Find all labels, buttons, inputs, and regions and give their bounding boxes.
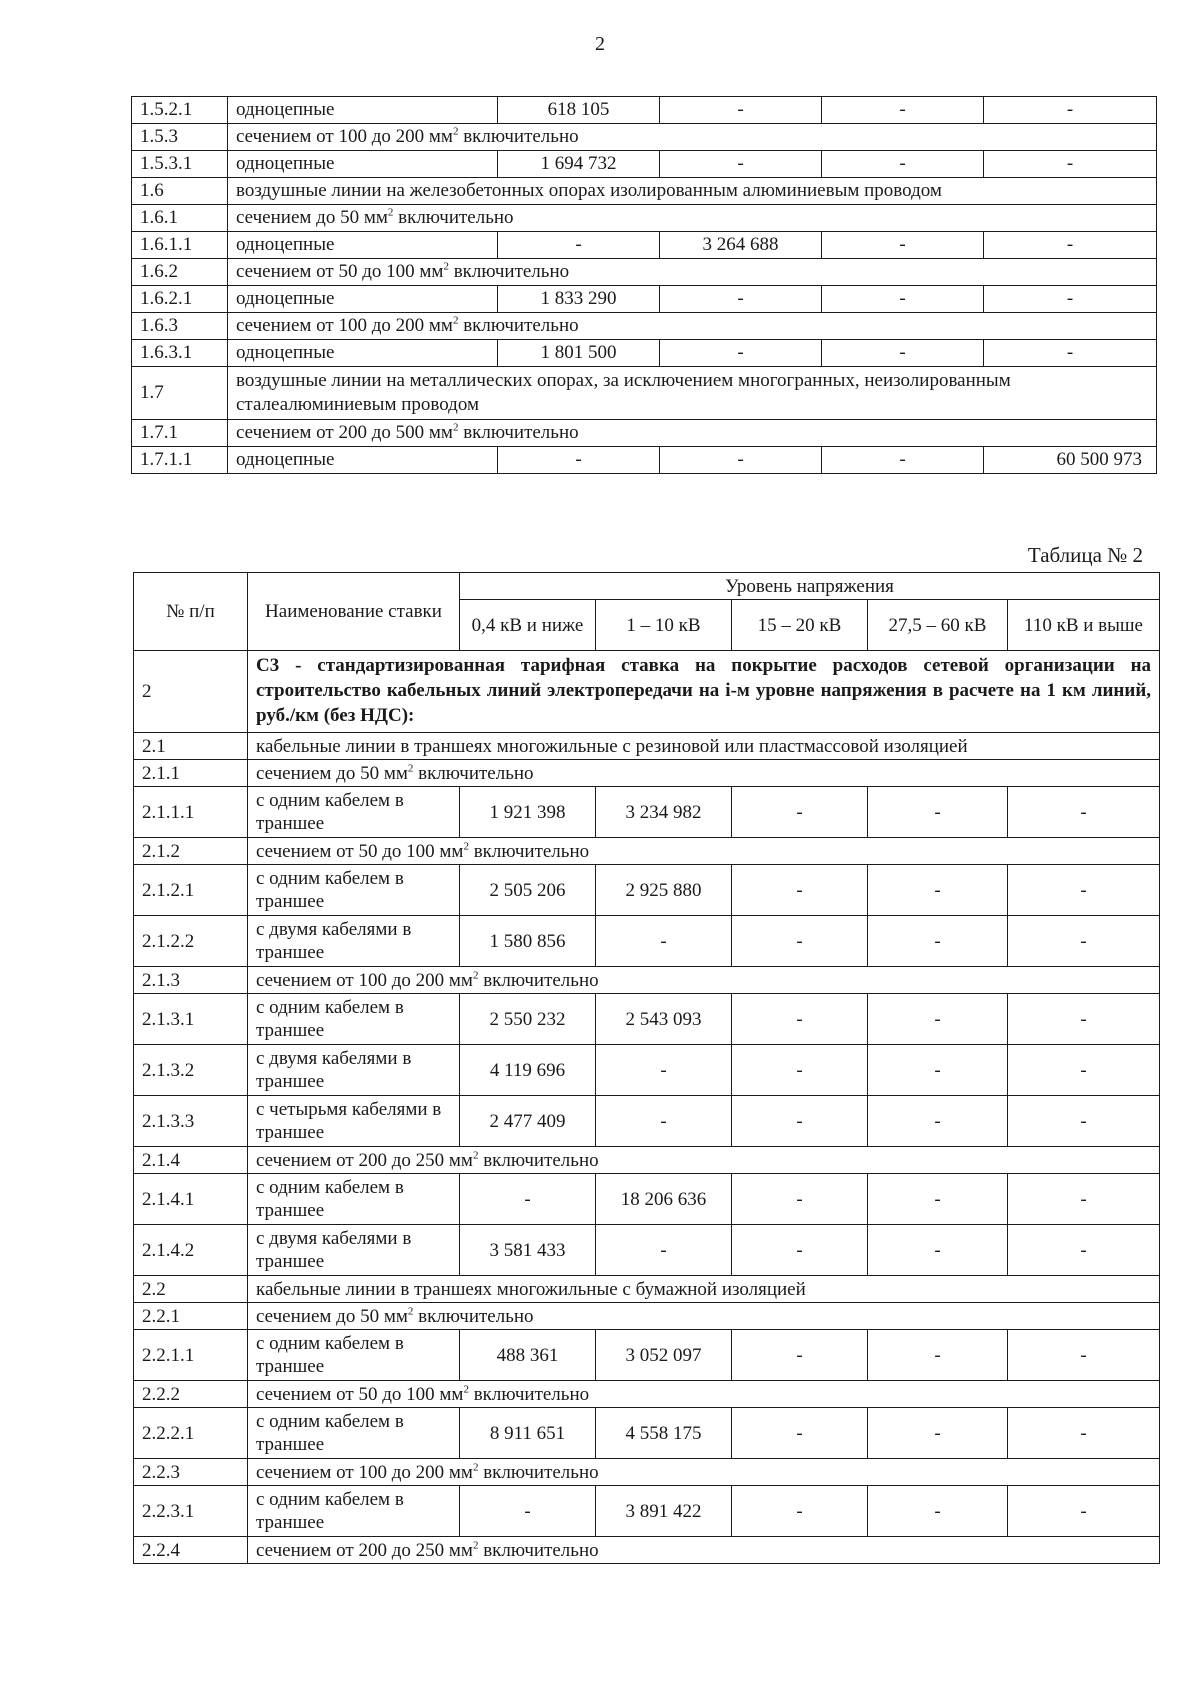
row-value: - — [460, 1486, 596, 1537]
row-code: 2.2.1.1 — [134, 1330, 248, 1381]
row-value: 1 833 290 — [498, 286, 660, 313]
label-superscript: 2 — [452, 421, 459, 434]
table-row — [134, 1537, 1160, 1564]
row-code: 2.1.3.3 — [134, 1096, 248, 1147]
table-row — [134, 1225, 1160, 1276]
row-code: 1.6 — [132, 178, 228, 205]
label-text: сечением от 50 до 100 мм — [236, 261, 444, 282]
row-value: - — [732, 1486, 868, 1537]
row-value: - — [868, 1330, 1008, 1381]
label-text: сечением от 50 до 100 мм — [256, 1383, 464, 1405]
row-name: одноцепные — [228, 151, 498, 178]
row-value: - — [822, 447, 984, 474]
row-value: - — [1008, 1330, 1160, 1381]
row-name: с одним кабелем в траншее — [248, 787, 460, 838]
row-value: - — [498, 447, 660, 474]
row-code: 2.1.4 — [134, 1147, 248, 1174]
row-value: - — [596, 1045, 732, 1096]
row-name: одноцепные — [228, 340, 498, 367]
row-value: - — [984, 286, 1157, 313]
table-row — [132, 367, 1157, 420]
table-row — [132, 232, 1157, 259]
row-value: 2 925 880 — [596, 865, 732, 916]
row-code: 1.6.2 — [132, 259, 228, 286]
row-code: 2 — [134, 651, 248, 733]
row-code: 1.6.2.1 — [132, 286, 228, 313]
section-label — [248, 651, 1160, 733]
label-superscript: 2 — [407, 762, 414, 775]
label-text: сечением от 100 до 200 мм — [236, 315, 453, 336]
row-value: - — [1008, 916, 1160, 967]
row-value: - — [822, 286, 984, 313]
header-level-0-4kv: 0,4 кВ и ниже — [460, 600, 596, 651]
label-superscript: 2 — [452, 125, 459, 138]
label-text: сечением от 50 до 100 мм — [256, 840, 464, 862]
label-text-suffix: включительно — [478, 1539, 599, 1561]
row-value: - — [1008, 1486, 1160, 1537]
section-label — [228, 420, 1157, 447]
row-name: с одним кабелем в траншее — [248, 1174, 460, 1225]
row-value: - — [868, 1408, 1008, 1459]
row-value: - — [822, 151, 984, 178]
section-label — [248, 1147, 1160, 1174]
table-row — [134, 1459, 1160, 1486]
section-label — [248, 1381, 1160, 1408]
row-value: 618 105 — [498, 97, 660, 124]
row-code: 1.7 — [132, 367, 228, 420]
label-superscript: 2 — [472, 1461, 479, 1474]
cable-rates-table-body — [134, 651, 1160, 1564]
label-text: сечением до 50 мм — [256, 1305, 408, 1327]
row-value: - — [596, 1225, 732, 1276]
table-row — [134, 1381, 1160, 1408]
row-value: - — [1008, 1096, 1160, 1147]
row-value: - — [868, 1174, 1008, 1225]
label-superscript: 2 — [472, 1149, 479, 1162]
section-label — [248, 760, 1160, 787]
row-name: одноцепные — [228, 286, 498, 313]
row-code: 2.2 — [134, 1276, 248, 1303]
label-text-suffix: включительно — [413, 762, 534, 784]
rates-table-continued — [131, 96, 1157, 474]
table-row — [132, 178, 1157, 205]
table-row — [134, 1045, 1160, 1096]
row-value: - — [660, 447, 822, 474]
row-value: - — [732, 1174, 868, 1225]
table-row — [132, 340, 1157, 367]
header-level-15-20kv: 15 – 20 кВ — [732, 600, 868, 651]
row-value: - — [868, 916, 1008, 967]
header-level-1-10kv: 1 – 10 кВ — [596, 600, 732, 651]
row-code: 1.5.2.1 — [132, 97, 228, 124]
row-value: 2 505 206 — [460, 865, 596, 916]
label-text-suffix: включительно — [468, 840, 590, 862]
row-code: 2.1.2 — [134, 838, 248, 865]
section-label — [248, 1537, 1160, 1564]
row-value: - — [1008, 994, 1160, 1045]
row-value: - — [460, 1174, 596, 1225]
table-row — [134, 651, 1160, 733]
label-text-suffix: включительно — [478, 969, 599, 991]
row-value: - — [984, 151, 1157, 178]
section-label — [248, 1276, 1160, 1303]
row-code: 2.1.2.2 — [134, 916, 248, 967]
row-code: 1.6.1 — [132, 205, 228, 232]
table-row — [132, 447, 1157, 474]
row-code: 1.7.1 — [132, 420, 228, 447]
row-code: 1.7.1.1 — [132, 447, 228, 474]
row-value: - — [732, 1045, 868, 1096]
row-code: 2.1.4.2 — [134, 1225, 248, 1276]
row-name: с одним кабелем в траншее — [248, 994, 460, 1045]
row-value: - — [984, 97, 1157, 124]
section-label — [228, 124, 1157, 151]
table-row — [132, 151, 1157, 178]
row-value: - — [732, 1096, 868, 1147]
label-text-suffix: включительно — [478, 1461, 599, 1483]
row-code: 2.2.3.1 — [134, 1486, 248, 1537]
label-text-suffix: включительно — [393, 207, 514, 228]
row-name: с одним кабелем в траншее — [248, 1330, 460, 1381]
row-code: 2.2.1 — [134, 1303, 248, 1330]
row-name: с одним кабелем в траншее — [248, 1486, 460, 1537]
row-code: 2.1.3.1 — [134, 994, 248, 1045]
section-label — [248, 1303, 1160, 1330]
table-row — [134, 1330, 1160, 1381]
row-code: 1.6.1.1 — [132, 232, 228, 259]
row-code: 2.2.2.1 — [134, 1408, 248, 1459]
section-label — [228, 367, 1157, 420]
label-superscript: 2 — [463, 1383, 469, 1396]
table-row — [132, 259, 1157, 286]
row-value: - — [732, 1408, 868, 1459]
row-value: - — [660, 340, 822, 367]
row-code: 2.1 — [134, 733, 248, 760]
header-level-27-60kv: 27,5 – 60 кВ — [868, 600, 1008, 651]
row-value: - — [822, 340, 984, 367]
row-value: - — [822, 97, 984, 124]
row-value: - — [868, 1486, 1008, 1537]
row-value: 3 891 422 — [596, 1486, 732, 1537]
row-code: 1.5.3.1 — [132, 151, 228, 178]
row-value: 2 543 093 — [596, 994, 732, 1045]
row-value: 1 921 398 — [460, 787, 596, 838]
table-row — [134, 838, 1160, 865]
row-value: - — [868, 865, 1008, 916]
cable-rates-table-header — [134, 573, 1160, 651]
row-value: - — [660, 151, 822, 178]
label-text-suffix: включительно — [458, 126, 579, 147]
row-value: - — [498, 232, 660, 259]
table-row — [132, 313, 1157, 340]
row-value: 2 550 232 — [460, 994, 596, 1045]
row-value: - — [596, 916, 732, 967]
label-superscript: 2 — [443, 260, 449, 273]
rates-table-continued-body — [132, 97, 1157, 474]
row-value: - — [1008, 1225, 1160, 1276]
row-value: - — [1008, 787, 1160, 838]
row-value: - — [1008, 1408, 1160, 1459]
row-value: 3 234 982 — [596, 787, 732, 838]
page-number: 2 — [595, 33, 605, 55]
row-code: 2.2.4 — [134, 1537, 248, 1564]
row-code: 2.2.2 — [134, 1381, 248, 1408]
row-value: - — [868, 1045, 1008, 1096]
label-text: сечением от 200 до 250 мм — [256, 1539, 473, 1561]
row-name: одноцепные — [228, 97, 498, 124]
section-label — [228, 313, 1157, 340]
row-value: - — [732, 787, 868, 838]
label-text: кабельные линии в траншеях многожильные с резиновой или пластмассовой изоляцией — [256, 735, 968, 757]
table-row — [134, 1276, 1160, 1303]
section-label — [248, 733, 1160, 760]
label-text: воздушные линии на металлических опорах, за исключением многогранных, неизолированным сталеалюминиевым проводом — [236, 370, 1011, 415]
row-value: - — [984, 232, 1157, 259]
label-text-suffix: включительно — [458, 422, 579, 443]
table-row — [134, 865, 1160, 916]
row-name: с одним кабелем в траншее — [248, 1408, 460, 1459]
label-superscript: 2 — [387, 206, 394, 219]
row-value: - — [732, 865, 868, 916]
table-row — [134, 760, 1160, 787]
row-code: 2.1.4.1 — [134, 1174, 248, 1225]
header-rate-name: Наименование ставки — [248, 573, 460, 651]
label-text: сечением от 200 до 500 мм — [236, 422, 453, 443]
label-text-suffix: включительно — [413, 1305, 534, 1327]
row-value: - — [732, 916, 868, 967]
label-text: сечением до 50 мм — [256, 762, 408, 784]
row-name: одноцепные — [228, 232, 498, 259]
table-row — [134, 1096, 1160, 1147]
table-row — [132, 97, 1157, 124]
table-row — [134, 733, 1160, 760]
row-name: с двумя кабелями в траншее — [248, 1045, 460, 1096]
table-row — [134, 1486, 1160, 1537]
table-row — [134, 1408, 1160, 1459]
row-value: - — [868, 1096, 1008, 1147]
row-name: с четырьмя кабелями в траншее — [248, 1096, 460, 1147]
row-value: 3 052 097 — [596, 1330, 732, 1381]
row-value: - — [1008, 865, 1160, 916]
table-row — [134, 1174, 1160, 1225]
label-superscript: 2 — [407, 1305, 414, 1318]
section-label — [248, 838, 1160, 865]
label-superscript: 2 — [472, 969, 479, 982]
row-code: 2.2.3 — [134, 1459, 248, 1486]
table-row — [134, 1147, 1160, 1174]
table-row — [132, 420, 1157, 447]
row-name: с одним кабелем в траншее — [248, 865, 460, 916]
cable-rates-table — [133, 572, 1160, 1564]
row-value: - — [1008, 1174, 1160, 1225]
table-row — [132, 286, 1157, 313]
row-value: - — [660, 97, 822, 124]
row-code: 1.5.3 — [132, 124, 228, 151]
row-value: - — [596, 1096, 732, 1147]
row-code: 1.6.3 — [132, 313, 228, 340]
row-value: 4 558 175 — [596, 1408, 732, 1459]
section-label — [228, 178, 1157, 205]
row-value: - — [822, 232, 984, 259]
row-value: 18 206 636 — [596, 1174, 732, 1225]
label-text: сечением от 100 до 200 мм — [256, 1461, 473, 1483]
label-text-suffix: включительно — [468, 1383, 590, 1405]
row-value: - — [868, 994, 1008, 1045]
row-value: - — [732, 1330, 868, 1381]
label-text-suffix: включительно — [458, 315, 579, 336]
table-row — [134, 787, 1160, 838]
section-label — [248, 967, 1160, 994]
section-label — [228, 205, 1157, 232]
label-text: сечением от 100 до 200 мм — [256, 969, 473, 991]
header-level-110kv: 110 кВ и выше — [1008, 600, 1160, 651]
row-value: - — [732, 1225, 868, 1276]
label-text: кабельные линии в траншеях многожильные с бумажной изоляцией — [256, 1278, 806, 1300]
section-label — [248, 1459, 1160, 1486]
table-row — [134, 994, 1160, 1045]
row-value: 4 119 696 — [460, 1045, 596, 1096]
row-name: одноцепные — [228, 447, 498, 474]
row-code: 2.1.1.1 — [134, 787, 248, 838]
label-text-suffix: включительно — [478, 1149, 599, 1171]
row-value: 1 580 856 — [460, 916, 596, 967]
label-text: С3 - стандартизированная тарифная ставка на покрытие расходов сетевой организации на строительство кабельных линий электропередачи на i-м уровне напряжения в расчете на 1 км линий, руб./км (без НДС): — [256, 655, 1152, 726]
label-superscript: 2 — [463, 840, 469, 853]
label-text: сечением от 200 до 250 мм — [256, 1149, 473, 1171]
row-value: 60 500 973 — [984, 447, 1157, 474]
row-value: 3 264 688 — [660, 232, 822, 259]
row-value: - — [732, 994, 868, 1045]
label-text: сечением до 50 мм — [236, 207, 388, 228]
row-code: 2.1.1 — [134, 760, 248, 787]
row-name: с двумя кабелями в траншее — [248, 916, 460, 967]
header-voltage-level: Уровень напряжения — [460, 573, 1160, 600]
table-row — [132, 205, 1157, 232]
table-caption: Таблица № 2 — [1027, 543, 1143, 567]
label-text: воздушные линии на железобетонных опорах изолированным алюминиевым проводом — [236, 180, 942, 201]
table-row — [134, 1303, 1160, 1330]
row-value: - — [868, 787, 1008, 838]
row-value: 488 361 — [460, 1330, 596, 1381]
row-code: 1.6.3.1 — [132, 340, 228, 367]
row-value: - — [1008, 1045, 1160, 1096]
table-row — [134, 916, 1160, 967]
section-label — [228, 259, 1157, 286]
row-name: с двумя кабелями в траншее — [248, 1225, 460, 1276]
row-value: 3 581 433 — [460, 1225, 596, 1276]
row-value: - — [984, 340, 1157, 367]
label-text: сечением от 100 до 200 мм — [236, 126, 453, 147]
row-value: 1 801 500 — [498, 340, 660, 367]
row-value: - — [660, 286, 822, 313]
row-value: 1 694 732 — [498, 151, 660, 178]
row-value: - — [868, 1225, 1008, 1276]
row-code: 2.1.2.1 — [134, 865, 248, 916]
table-row — [134, 967, 1160, 994]
row-code: 2.1.3.2 — [134, 1045, 248, 1096]
label-superscript: 2 — [472, 1539, 479, 1552]
row-value: 2 477 409 — [460, 1096, 596, 1147]
header-number: № п/п — [134, 573, 248, 651]
table-row — [132, 124, 1157, 151]
label-text-suffix: включительно — [448, 261, 570, 282]
row-code: 2.1.3 — [134, 967, 248, 994]
row-value: 8 911 651 — [460, 1408, 596, 1459]
label-superscript: 2 — [452, 314, 459, 327]
